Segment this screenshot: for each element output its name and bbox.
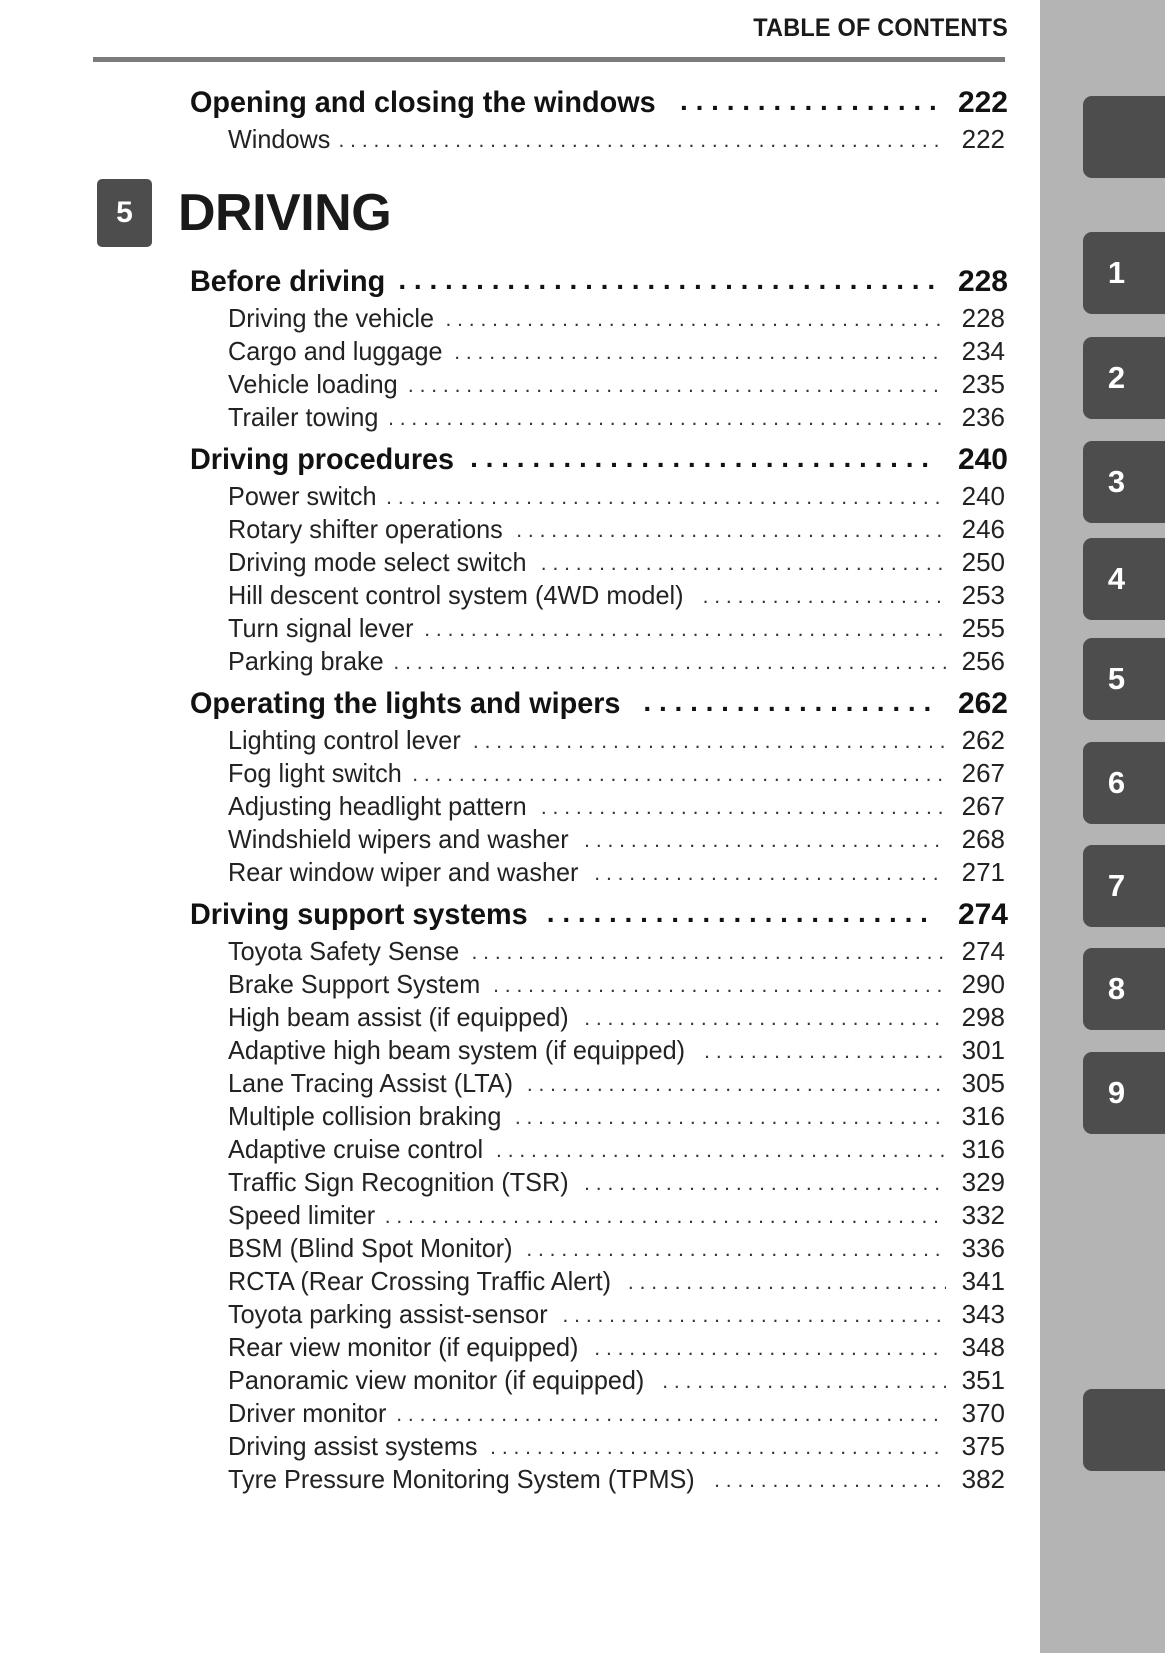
- toc-entry-label: Tyre Pressure Monitoring System (TPMS): [228, 1464, 695, 1494]
- toc-entry-label: Driving the vehicle: [228, 303, 435, 333]
- chapter-tab-9[interactable]: 9: [1083, 1052, 1165, 1134]
- leader-dots: [584, 1168, 946, 1199]
- toc-entry[interactable]: [0, 402, 1035, 435]
- toc-major-page: 274: [957, 898, 1008, 931]
- leader-dots: [562, 1300, 946, 1331]
- toc-entry-page: 341: [961, 1266, 1005, 1296]
- leader-dots: [393, 647, 946, 678]
- toc-entry-label: RCTA (Rear Crossing Traffic Alert): [228, 1266, 612, 1296]
- toc-entry-page: 336: [961, 1233, 1005, 1263]
- leader-dots: [703, 581, 946, 612]
- toc-entry-label: Toyota parking assist-sensor: [228, 1299, 548, 1329]
- toc-entry-label: Parking brake: [228, 646, 384, 676]
- toc-major-page: 222: [957, 86, 1008, 119]
- toc-entry-page: 234: [961, 336, 1005, 366]
- leader-dots: [454, 337, 946, 368]
- leader-dots: [396, 1399, 946, 1430]
- toc-entry-label: Driving mode select switch: [228, 547, 527, 577]
- leader-dots: [490, 1432, 946, 1463]
- toc-entry-label: Turn signal lever: [228, 613, 414, 643]
- leader-dots: [493, 970, 946, 1001]
- toc-entry-label: Hill descent control system (4WD model): [228, 580, 684, 610]
- toc-entry-label: Toyota Safety Sense: [228, 936, 460, 966]
- toc-entry[interactable]: [0, 1398, 1035, 1431]
- toc-major-page: 228: [957, 265, 1008, 298]
- leader-dots: [704, 1036, 946, 1067]
- toc-entry-page: 267: [961, 791, 1005, 821]
- toc-entry-label: Vehicle loading: [228, 369, 398, 399]
- toc-major-entry[interactable]: [0, 683, 1035, 725]
- toc-entry[interactable]: [0, 1266, 1035, 1299]
- toc-entry[interactable]: [0, 1002, 1035, 1035]
- toc-entry-page: 271: [961, 857, 1005, 887]
- toc-entry-label: Adaptive high beam system (if equipped): [228, 1035, 686, 1065]
- toc-entry-label: Fog light switch: [228, 758, 402, 788]
- toc-entry[interactable]: [0, 1068, 1035, 1101]
- leader-dots: [584, 825, 946, 856]
- leader-dots: [338, 125, 946, 156]
- toc-entry[interactable]: [0, 303, 1035, 336]
- leader-dots: [594, 1333, 946, 1364]
- leader-dots: [714, 1465, 946, 1496]
- chapter-tab-rail: [1035, 0, 1165, 1653]
- toc-entry-page: 235: [961, 369, 1005, 399]
- leader-dots: [398, 259, 935, 301]
- toc-entry[interactable]: [0, 1167, 1035, 1200]
- toc-entry-label: Cargo and luggage: [228, 336, 443, 366]
- toc-entry[interactable]: [0, 514, 1035, 547]
- toc-entry-label: Driver monitor: [228, 1398, 387, 1428]
- toc-entry-label: Adjusting headlight pattern: [228, 791, 527, 821]
- toc-entry[interactable]: [0, 1233, 1035, 1266]
- toc-entry-label: Adaptive cruise control: [228, 1134, 484, 1164]
- toc-entry-label: Rear view monitor (if equipped): [228, 1332, 579, 1362]
- chapter-banner: [0, 179, 1035, 247]
- toc-entry-page: 370: [961, 1398, 1005, 1428]
- chapter-tab-2[interactable]: 2: [1083, 337, 1165, 419]
- toc-entry[interactable]: [0, 725, 1035, 758]
- toc-entry[interactable]: [0, 1134, 1035, 1167]
- toc-entry-page: 375: [961, 1431, 1005, 1461]
- toc-section: [0, 894, 1035, 1497]
- toc-group-continued: [0, 82, 1035, 157]
- toc-major-page: 262: [957, 687, 1008, 720]
- toc-entry-page: 382: [961, 1464, 1005, 1494]
- chapter-tab-3[interactable]: 3: [1083, 441, 1165, 523]
- toc-entry-label: Brake Support System: [228, 969, 481, 999]
- chapter-tab-blank[interactable]: [1083, 1389, 1165, 1471]
- toc-entry[interactable]: [0, 1035, 1035, 1068]
- toc-entry-page: 268: [961, 824, 1005, 854]
- toc-entry-page: 250: [961, 547, 1005, 577]
- toc-entry-label: Rotary shifter operations: [228, 514, 503, 544]
- toc-entry[interactable]: [0, 758, 1035, 791]
- toc-section: [0, 439, 1035, 679]
- toc-entry-page: 255: [961, 613, 1005, 643]
- toc-entry-page: 256: [961, 646, 1005, 676]
- leader-dots: [643, 681, 935, 723]
- leader-dots: [628, 1267, 946, 1298]
- leader-dots: [388, 403, 946, 434]
- toc-section: [0, 683, 1035, 890]
- toc-entry[interactable]: [0, 857, 1035, 890]
- toc-entry-page: 343: [961, 1299, 1005, 1329]
- toc-entry-page: 240: [961, 481, 1005, 511]
- toc-entry-label: Traffic Sign Recognition (TSR): [228, 1167, 569, 1197]
- leader-dots: [408, 370, 946, 401]
- header-divider: [93, 57, 1005, 62]
- leader-dots: [424, 614, 946, 645]
- toc-major-label: Opening and closing the windows: [190, 86, 656, 119]
- toc-entry-page: 262: [961, 725, 1005, 755]
- toc-entry[interactable]: [0, 1464, 1035, 1497]
- toc-entry[interactable]: [0, 969, 1035, 1002]
- toc-entry[interactable]: [0, 646, 1035, 679]
- toc-entry[interactable]: [0, 1299, 1035, 1332]
- toc-major-entry[interactable]: [0, 439, 1035, 481]
- toc-entry[interactable]: [0, 1200, 1035, 1233]
- toc-entry-page: 348: [961, 1332, 1005, 1362]
- toc-entry-page: 351: [961, 1365, 1005, 1395]
- toc-entry-label: Speed limiter: [228, 1200, 376, 1230]
- toc-entry-page: 222: [961, 124, 1005, 154]
- toc-entry-page: 332: [961, 1200, 1005, 1230]
- toc-major-entry[interactable]: [0, 82, 1035, 124]
- toc-entry[interactable]: [0, 1431, 1035, 1464]
- leader-dots: [541, 548, 946, 579]
- leader-dots: [584, 1003, 946, 1034]
- toc-entry-label: BSM (Blind Spot Monitor): [228, 1233, 513, 1263]
- toc-section: [0, 261, 1035, 435]
- toc-entry-page: 267: [961, 758, 1005, 788]
- toc-major-label: Before driving: [190, 265, 386, 298]
- toc-entry-page: 305: [961, 1068, 1005, 1098]
- toc-entry-label: Lighting control lever: [228, 725, 461, 755]
- toc-entry-label: Panoramic view monitor (if equipped): [228, 1365, 645, 1395]
- leader-dots: [386, 482, 946, 513]
- toc-entry[interactable]: [0, 824, 1035, 857]
- chapter-tab-8[interactable]: 8: [1083, 948, 1165, 1030]
- leader-dots: [496, 1135, 946, 1166]
- toc-entry[interactable]: [0, 791, 1035, 824]
- toc-entry-label: Multiple collision braking: [228, 1101, 502, 1131]
- toc-major-entry[interactable]: [0, 261, 1035, 303]
- toc-entry[interactable]: [0, 580, 1035, 613]
- leader-dots: [445, 304, 946, 335]
- toc-entry-page: 329: [961, 1167, 1005, 1197]
- toc-entry-label: Power switch: [228, 481, 377, 511]
- leader-dots: [412, 759, 946, 790]
- toc-entry-page: 316: [961, 1134, 1005, 1164]
- toc-entry[interactable]: [0, 369, 1035, 402]
- toc-entry-page: 298: [961, 1002, 1005, 1032]
- toc-entry[interactable]: [0, 1101, 1035, 1134]
- toc-entry[interactable]: [0, 547, 1035, 580]
- leader-dots: [541, 792, 946, 823]
- toc-entry-label: Driving assist systems: [228, 1431, 478, 1461]
- toc-major-label: Driving procedures: [190, 443, 455, 476]
- leader-dots: [527, 1069, 946, 1100]
- toc-entry-page: 228: [961, 303, 1005, 333]
- chapter-tab-6[interactable]: 6: [1083, 742, 1165, 824]
- toc-entry[interactable]: [0, 336, 1035, 369]
- leader-dots: [473, 726, 946, 757]
- toc-entry[interactable]: [0, 481, 1035, 514]
- toc-entry-label: Windows: [228, 124, 331, 154]
- chapter-title: DRIVING: [178, 184, 392, 242]
- toc-entry-page: 236: [961, 402, 1005, 432]
- leader-dots: [680, 80, 935, 122]
- tab-rail-edge: [1035, 0, 1040, 1653]
- toc-entry-page: 246: [961, 514, 1005, 544]
- chapter-number-badge: 5: [97, 179, 152, 247]
- toc-entry[interactable]: [0, 936, 1035, 969]
- toc-entry-label: High beam assist (if equipped): [228, 1002, 569, 1032]
- toc-entry[interactable]: [0, 1332, 1035, 1365]
- toc-entry-page: 274: [961, 936, 1005, 966]
- toc-entry[interactable]: [0, 124, 1035, 157]
- page-title: TABLE OF CONTENTS: [753, 14, 1008, 42]
- leader-dots: [662, 1366, 946, 1397]
- leader-dots: [385, 1201, 946, 1232]
- page-header: [0, 14, 1035, 43]
- chapter-tab-1[interactable]: 1: [1083, 232, 1165, 314]
- toc-entry-page: 290: [961, 969, 1005, 999]
- leader-dots: [526, 1234, 946, 1265]
- chapter-tab-7[interactable]: 7: [1083, 845, 1165, 927]
- toc-entry-page: 253: [961, 580, 1005, 610]
- leader-dots: [515, 1102, 946, 1133]
- leader-dots: [516, 515, 946, 546]
- toc-major-page: 240: [957, 443, 1008, 476]
- leader-dots: [470, 437, 935, 479]
- leader-dots: [594, 858, 946, 889]
- chapter-tab-blank[interactable]: [1083, 96, 1165, 178]
- toc-major-entry[interactable]: [0, 894, 1035, 936]
- toc-entry-label: Windshield wipers and washer: [228, 824, 569, 854]
- leader-dots: [471, 937, 946, 968]
- toc-entry-label: Trailer towing: [228, 402, 379, 432]
- leader-dots: [547, 892, 935, 934]
- toc-entry[interactable]: [0, 613, 1035, 646]
- toc-entry[interactable]: [0, 1365, 1035, 1398]
- chapter-tab-4[interactable]: 4: [1083, 538, 1165, 620]
- toc-major-label: Operating the lights and wipers: [190, 687, 621, 720]
- toc-entry-page: 316: [961, 1101, 1005, 1131]
- toc-major-label: Driving support systems: [190, 898, 528, 931]
- toc-entry-label: Rear window wiper and washer: [228, 857, 579, 887]
- toc-content: [0, 82, 1035, 1497]
- toc-entry-page: 301: [961, 1035, 1005, 1065]
- toc-entry-label: Lane Tracing Assist (LTA): [228, 1068, 514, 1098]
- chapter-tab-5[interactable]: 5: [1083, 638, 1165, 720]
- toc-sections: [0, 261, 1035, 1497]
